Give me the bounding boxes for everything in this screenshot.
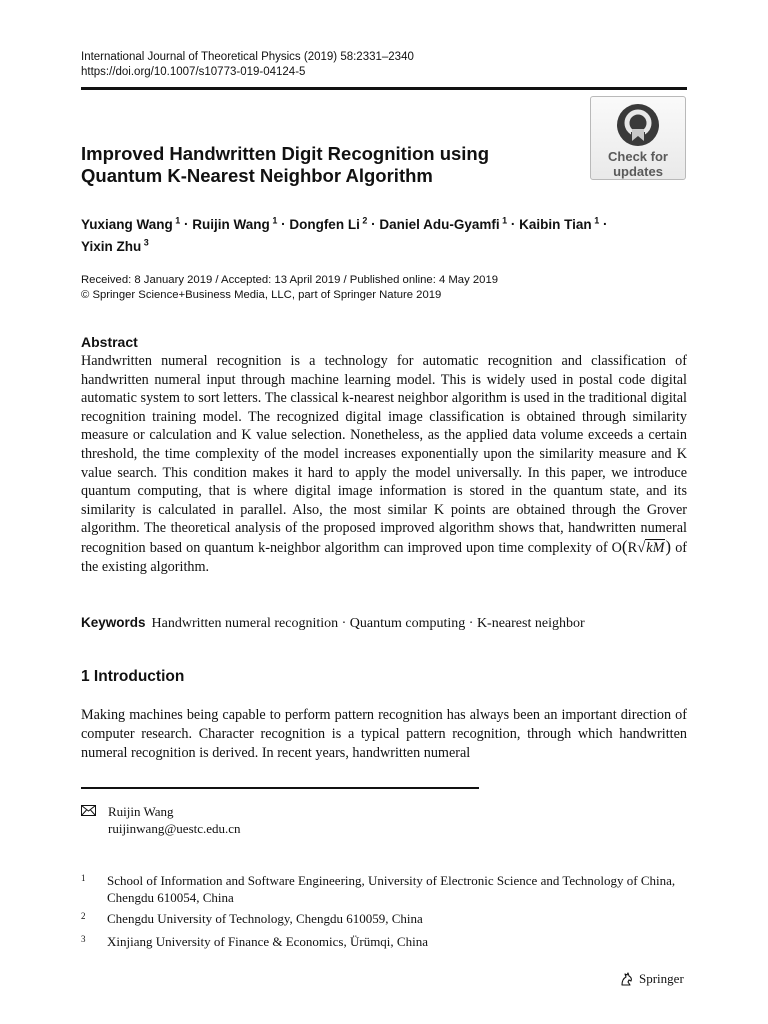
correspondent-email[interactable]: ruijinwang@uestc.edu.cn xyxy=(108,821,241,836)
check-for-updates-badge[interactable] xyxy=(590,96,686,180)
affiliation-number: 2 xyxy=(81,911,86,921)
publication-dates xyxy=(81,273,498,303)
complexity-formula: O(R√kM) xyxy=(611,536,672,556)
affiliation xyxy=(81,911,687,928)
envelope-icon xyxy=(81,805,96,816)
springer-logo xyxy=(619,971,684,987)
author[interactable]: Ruijin Wang $^1$ xyxy=(192,215,278,232)
paper-title xyxy=(81,143,581,187)
correspondent-name: Ruijin Wang xyxy=(108,804,174,819)
badge-label-line2: updates xyxy=(613,164,663,179)
abstract-heading: Abstract xyxy=(81,334,138,350)
introduction-body: Making machines being capable to perform pattern recognition has always been an important direction of computer research. Character recognition is a typical pattern recognition, through which handwritten numeral recognition is derived. In recent years, handwritten numeral xyxy=(81,707,687,761)
correspondence xyxy=(81,803,241,837)
affiliation-text: School of Information and Software Engineering, University of Electronic Science and Technology of China, Chengdu 610054, China xyxy=(107,873,676,905)
affiliation-text: Chengdu University of Technology, Chengdu 610059, China xyxy=(107,911,423,926)
footnote-rule xyxy=(81,787,479,789)
affiliation xyxy=(81,934,687,951)
affiliation-text: Xinjiang University of Finance & Economics, Ürümqi, China xyxy=(107,934,428,949)
copyright-icon: © xyxy=(81,289,90,301)
affiliation xyxy=(81,873,687,906)
section-heading-introduction: 1 Introduction xyxy=(81,668,185,685)
dates-line: Received: 8 January 2019 / Accepted: 13 April 2019 / Published online: 4 May 2019 xyxy=(81,274,499,286)
journal-citation: International Journal of Theoretical Physics (2019) 58:2331–2340 xyxy=(81,51,414,63)
author[interactable]: Dongfen Li $^2$ xyxy=(289,215,368,232)
author[interactable]: Yuxiang Wang $^1$ xyxy=(81,215,181,232)
journal-header xyxy=(81,50,414,80)
keywords xyxy=(81,615,585,632)
abstract-body: Handwritten numeral recognition is a technology for automatic recognition and classification of handwritten numeral input through machine learning model. This is widely used in postal code digital automatic system to sort letters. The classical k-nearest neighbor algorithm is used in the traditional digital recognition training model. The recognized digital image classification is obtained through similarity measure or calculation and K value selection. Nonetheless, as the applied data volume exceeds a certain threshold, the time complexity of the model increases exponentially upon the similarity measure and K value search. This condition makes it hard to apply the model universally. In this paper, we introduce quantum computing, that is where digital image information is stored in the quantum state, and its similarity is calculated in parallel. Also, the most similar K points are obtained through the Grover algorithm. The theoretical analysis of the proposed improved algorithm shows that, handwritten numeral recognition based on quantum k-neighbor algorithm can improved upon time complexity of O(R√kM) of the existing algorithm. xyxy=(81,353,688,575)
affiliation-number: 1 xyxy=(81,873,86,883)
doi-link[interactable]: https://doi.org/10.1007/s10773-019-04124-5 xyxy=(81,66,306,78)
author[interactable]: Kaibin Tian $^1$ xyxy=(519,215,600,232)
crossmark-icon xyxy=(615,102,661,148)
badge-label-line1: Check for xyxy=(608,149,668,164)
author[interactable]: Yixin Zhu $^3$ xyxy=(81,237,149,254)
springer-horse-icon xyxy=(619,971,635,987)
copyright-line: © Springer Science+Business Media, LLC, part of Springer Nature 2019 xyxy=(81,289,442,301)
publisher-name: Springer xyxy=(639,971,684,986)
affiliation-number: 3 xyxy=(81,934,86,944)
title-line-1: Improved Handwritten Digit Recognition using xyxy=(81,143,490,164)
keywords-label: Keywords xyxy=(81,615,146,630)
keywords-list: Handwritten numeral recognition · Quantum computing · K-nearest neighbor xyxy=(151,616,585,631)
author[interactable]: Daniel Adu-Gyamfi $^1$ xyxy=(379,215,508,232)
author-list: Yuxiang Wang $^1$ · Ruijin Wang $^1$ · Dongfen Li $^2$ · Daniel Adu-Gyamfi $^1$ · Kaibin Tian $^1$ · Yixin Zhu $^3$ xyxy=(81,215,608,254)
title-line-2: Quantum K-Nearest Neighbor Algorithm xyxy=(81,165,433,186)
header-rule xyxy=(81,87,687,90)
